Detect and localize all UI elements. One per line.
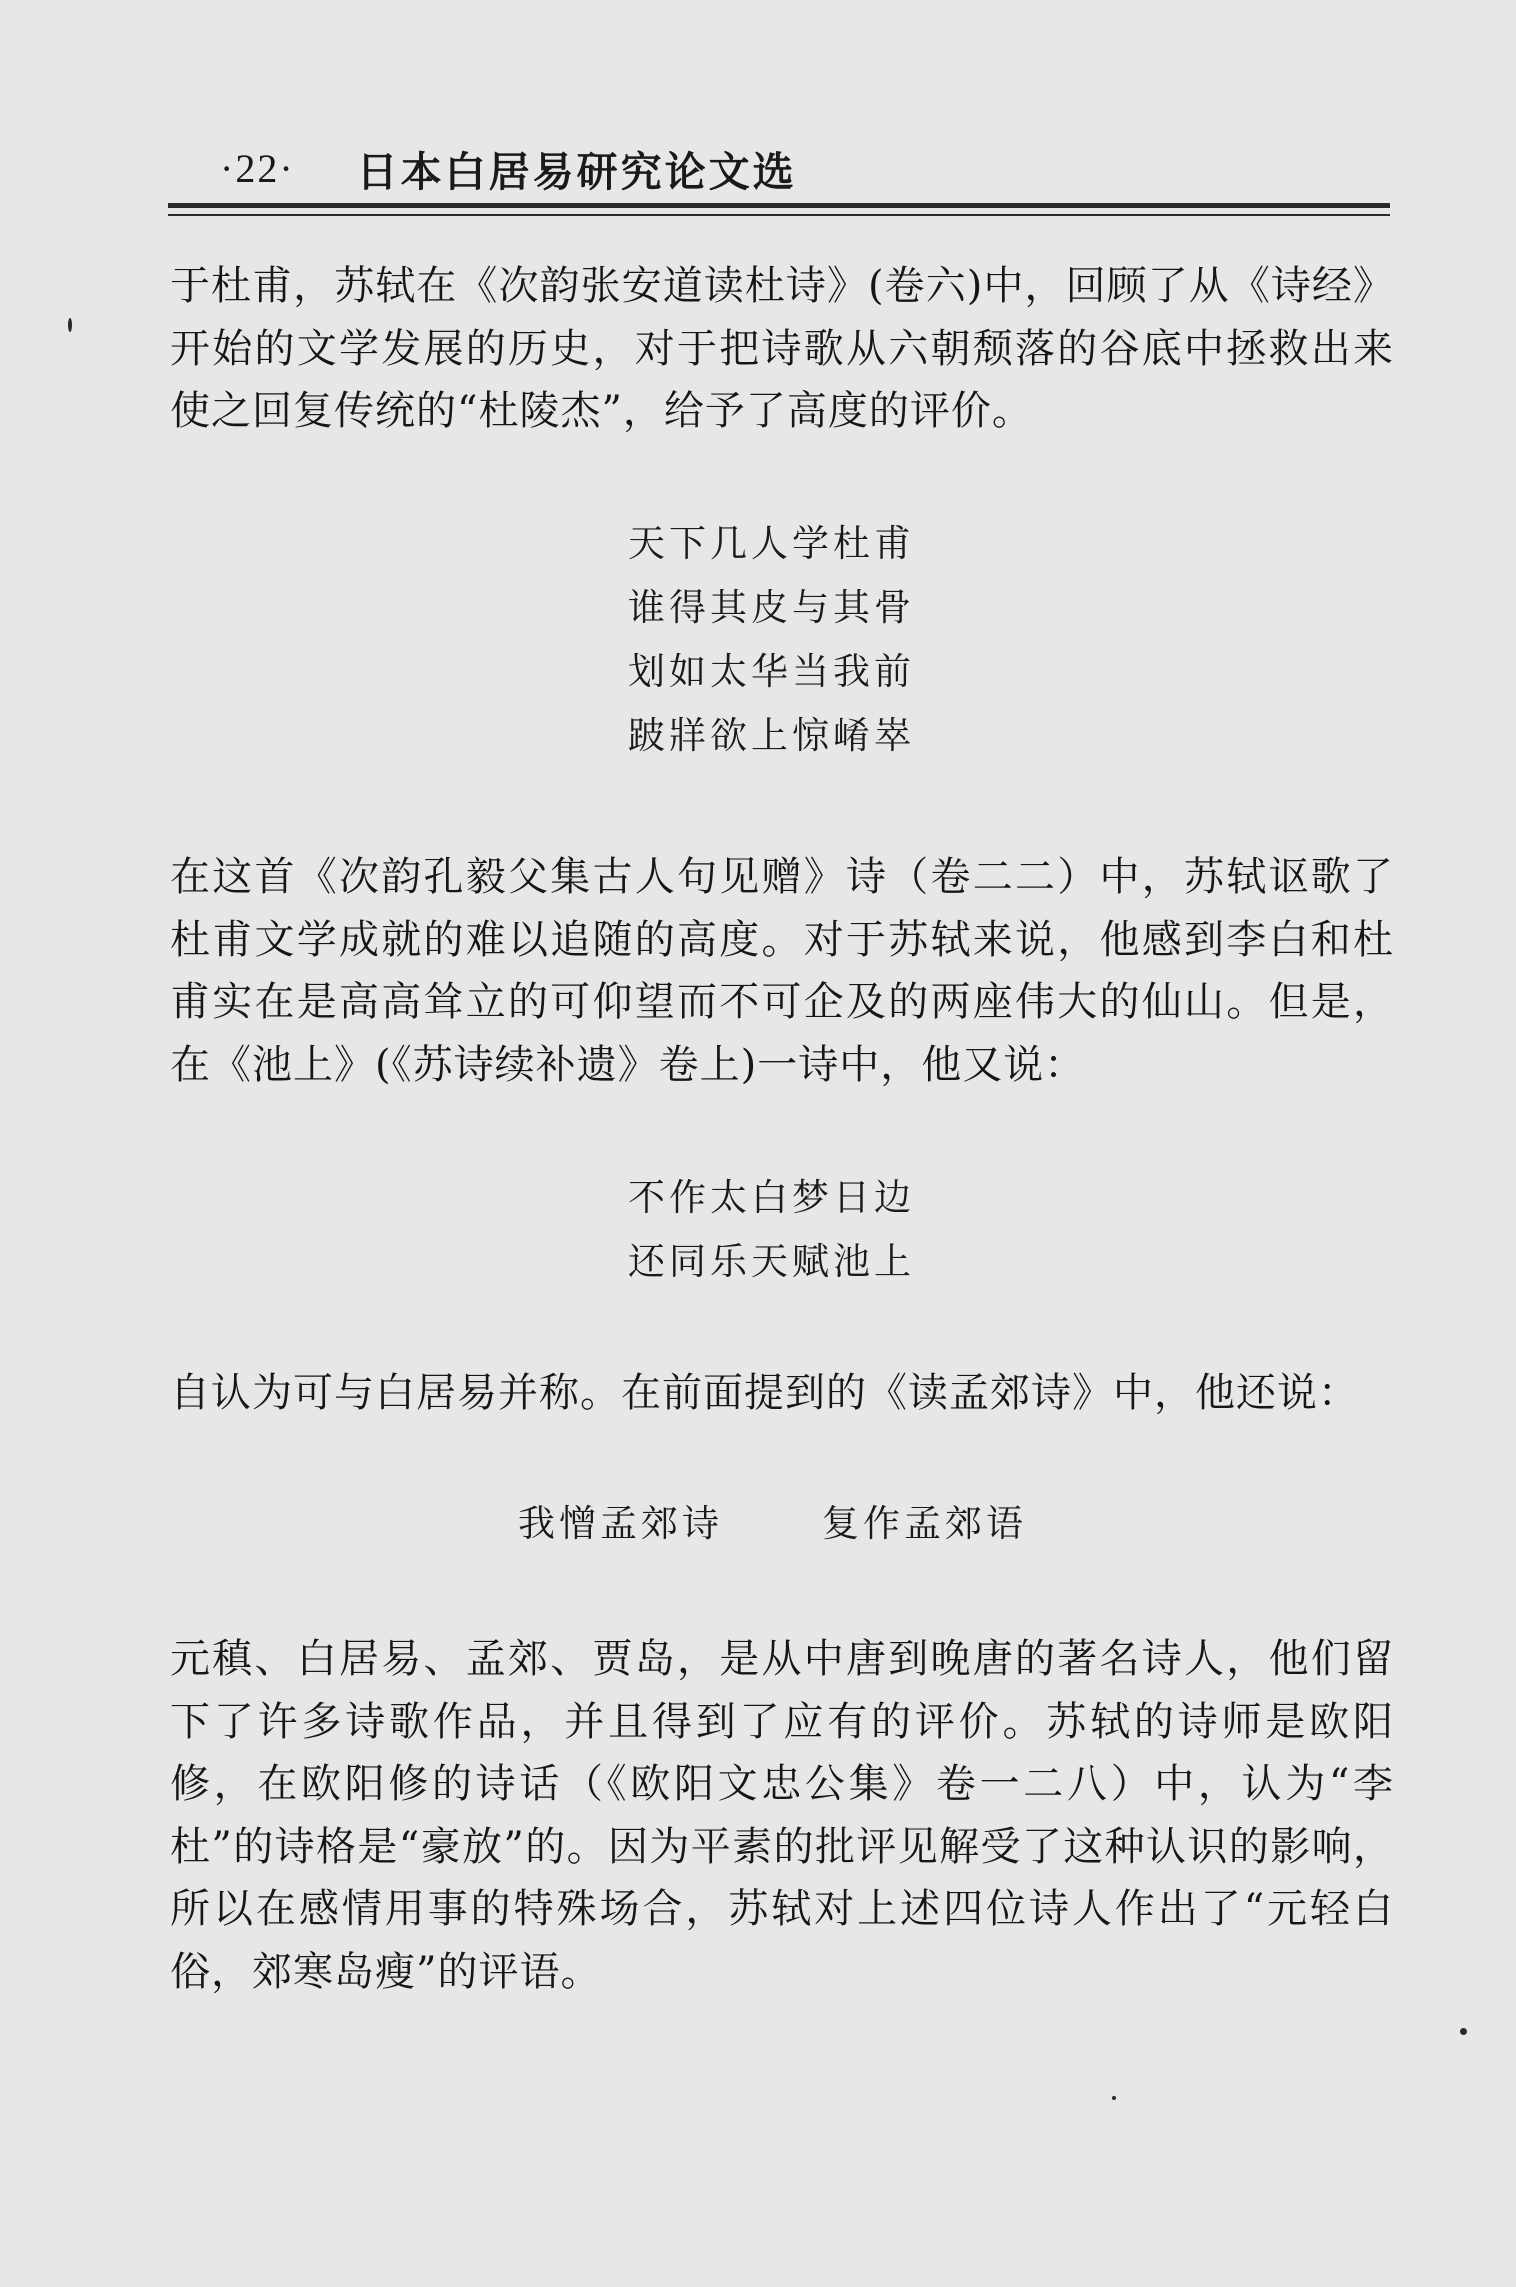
header-rule-thin — [168, 214, 1390, 216]
paragraph-4: 元稹、白居易、孟郊、贾岛，是从中唐到晚唐的著名诗人，他们留下了许多诗歌作品，并且得到了应有的评价。苏轼的诗师是欧阳修，在欧阳修的诗话（《欧阳文忠公集》卷一二八）中，认为“李杜”的诗格是“豪放”的。因为平素的批评见解受了这种认识的影响，所以在感情用事的特殊场合，苏轼对上述四位诗人作出了“元轻白俗，郊寒岛瘦”的评语。 — [170, 1636, 1394, 1995]
quoted-poem-1 — [628, 512, 915, 768]
poem-line: 谁得其皮与其骨 — [628, 586, 915, 629]
scan-speck — [1460, 2028, 1467, 2035]
paragraph-1: 于杜甫，苏轼在《次韵张安道读杜诗》(卷六)中，回顾了从《诗经》开始的文学发展的历史，对于把诗歌从六朝颓落的谷底中拯救出来使之回复传统的“杜陵杰”，给予了高度的评价。 — [170, 263, 1394, 434]
paragraph-3: 自认为可与白居易并称。在前面提到的《读孟郊诗》中，他还说： — [170, 1370, 1359, 1416]
poem-line: 还同乐天赋池上 — [628, 1240, 915, 1283]
poem-line: 不作太白梦日边 — [628, 1176, 915, 1219]
poem-line: 跛牂欲上惊崤崒 — [628, 714, 915, 757]
page-number: ·22· — [220, 145, 295, 191]
poem-line: 天下几人学杜甫 — [628, 522, 915, 565]
quoted-couplet-second: 复作孟郊语 — [822, 1502, 1027, 1545]
header-rule-thick — [168, 203, 1390, 208]
paragraph-2: 在这首《次韵孔毅父集古人句见赠》诗（卷二二）中，苏轼讴歌了杜甫文学成就的难以追随的高度。对于苏轼来说，他感到李白和杜甫实在是高高耸立的可仰望而不可企及的两座伟大的仙山。但是，在《池上》(《苏诗续补遗》卷上)一诗中，他又说： — [170, 854, 1394, 1088]
scan-speck — [1112, 2096, 1116, 2100]
poem-line: 划如太华当我前 — [628, 650, 915, 693]
quoted-poem-2 — [628, 1166, 915, 1294]
quoted-couplet-first: 我憎孟郊诗 — [518, 1502, 723, 1545]
scan-speck — [68, 318, 72, 332]
book-title: 日本白居易研究论文选 — [356, 147, 797, 196]
running-header — [220, 138, 797, 198]
